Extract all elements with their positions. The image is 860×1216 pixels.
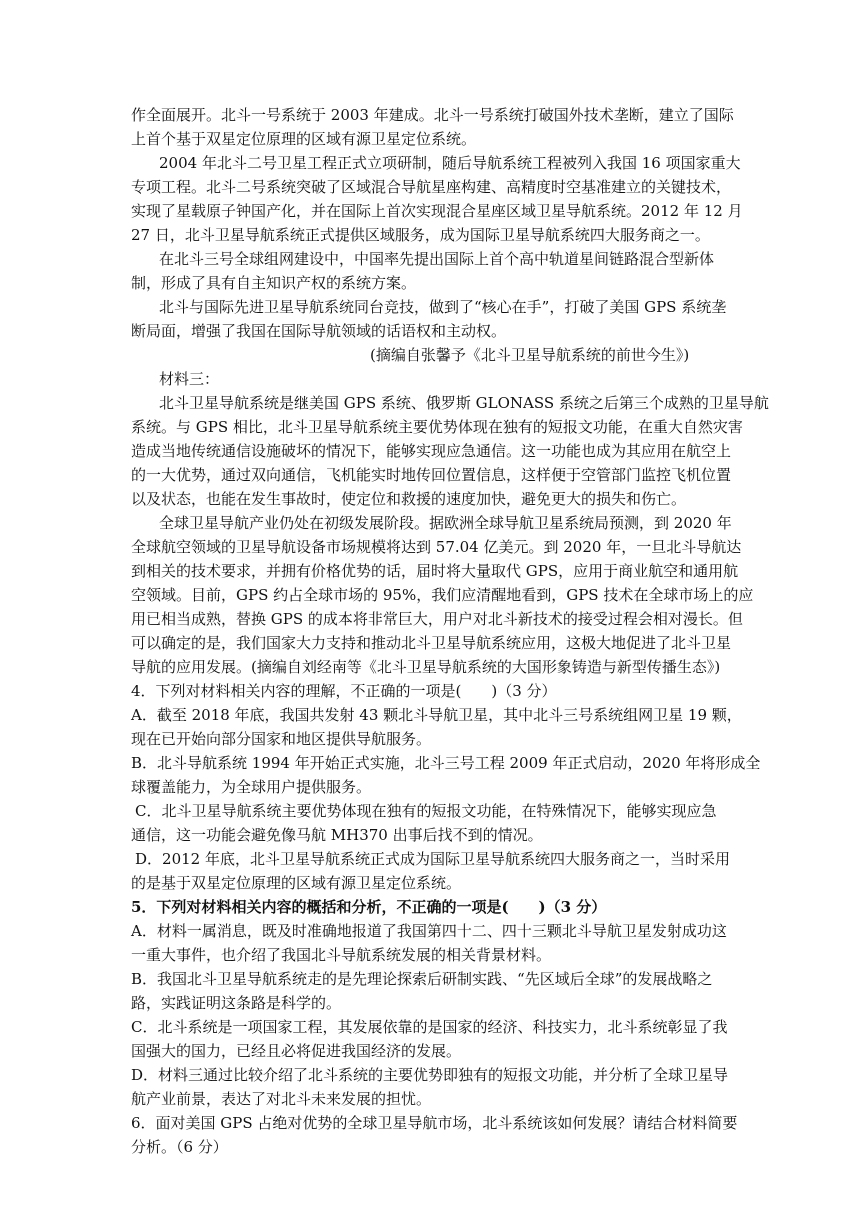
question-4-option-c: C．北斗卫星导航系统主要优势体现在独有的短报文功能，在特殊情况下，能够实现应急: [135, 802, 717, 820]
text-line-24: 导航的应用发展。(摘编自刘经南等《北斗卫星导航系统的大国形象铸造与新型传播生态》): [131, 658, 721, 676]
question-5-option-b: B．我国北斗卫星导航系统走的是先理论探索后研制实践、“先区域后全球”的发展战略之: [131, 970, 713, 988]
text-line-9: 北斗与国际先进卫星导航系统同台竞技，做到了“核心在手”，打破了美国 GPS 系统垄: [159, 298, 727, 316]
text-line-16: 的一大优势，通过双向通信，飞机能实时地传回位置信息，这样便于空管部门监控飞机位置: [131, 466, 732, 484]
question-4-option-b: B．北斗导航系统 1994 年开始正式实施，北斗三号工程 2009 年正式启动，2020 年将形成全: [131, 754, 761, 772]
text-line-17: 以及状态，也能在发生事故时，使定位和救援的速度加快，避免更大的损失和伤亡。: [131, 490, 687, 508]
text-line-3: 2004 年北斗二号卫星工程正式立项研制，随后导航系统工程被列入我国 16 项国家重大: [159, 154, 741, 172]
question-5-option-c-cont: 国强大的国力，已经且必将促进我国经济的发展。: [131, 1042, 462, 1060]
material-three-heading: 材料三：: [159, 370, 220, 388]
text-line-2: 上首个基于双星定位原理的区域有源卫星定位系统。: [131, 130, 477, 148]
question-5-option-a: A．材料一属消息，既及时准确地报道了我国第四十二、四十三颗北斗导航卫星发射成功这: [131, 922, 727, 940]
question-4-option-b-cont: 球覆盖能力，为全球用户提供服务。: [131, 778, 372, 796]
text-line-10: 断局面，增强了我国在国际导航领域的话语权和主动权。: [131, 322, 507, 340]
question-5-option-c: C．北斗系统是一项国家工程，其发展依靠的是国家的经济、科技实力，北斗系统彰显了我: [131, 1018, 728, 1036]
question-5-option-d: D．材料三通过比较介绍了北斗系统的主要优势即独有的短报文功能，并分析了全球卫星导: [131, 1066, 729, 1084]
question-5-option-b-cont: 路，实践证明这条路是科学的。: [131, 994, 342, 1012]
text-line-22: 用已相当成熟，替换 GPS 的成本将非常巨大，用户对北斗新技术的接受过程会相对漫长。但: [131, 610, 743, 628]
text-line-13: 北斗卫星导航系统是继美国 GPS 系统、俄罗斯 GLONASS 系统之后第三个成熟的卫星导航: [159, 394, 769, 412]
question-4-option-d: D．2012 年底，北斗卫星导航系统正式成为国际卫星导航系统四大服务商之一，当时采用: [135, 850, 730, 868]
text-line-7: 在北斗三号全球组网建设中，中国率先提出国际上首个高中轨道星间链路混合型新体: [159, 250, 715, 268]
text-line-5: 实现了星载原子钟国产化，并在国际上首次实现混合星座区域卫星导航系统。2012 年 12 月: [131, 202, 743, 220]
question-4-option-a: A．截至 2018 年底，我国共发射 43 颗北斗导航卫星，其中北斗三号系统组网卫星 19 颗，: [131, 706, 742, 724]
question-4-stem: 4．下列对材料相关内容的理解，不正确的一项是( )（3 分）: [131, 682, 557, 700]
question-5-option-a-cont: 一重大事件，也介绍了我国北斗导航系统发展的相关背景材料。: [131, 946, 552, 964]
source-citation-2: (摘编自张馨予《北斗卫星导航系统的前世今生》): [370, 346, 690, 364]
question-4-option-d-cont: 的是基于双星定位原理的区域有源卫星定位系统。: [131, 874, 462, 892]
question-4-option-c-cont: 通信，这一功能会避免像马航 MH370 出事后找不到的情况。: [131, 826, 543, 844]
text-line-20: 到相关的技术要求，并拥有价格优势的话，届时将大量取代 GPS，应用于商业航空和通用航: [131, 562, 739, 580]
text-line-23: 可以确定的是，我们国家大力支持和推动北斗卫星导航系统应用，这极大地促进了北斗卫星: [131, 634, 732, 652]
question-5-stem: 5．下列对材料相关内容的概括和分析，不正确的一项是( )（3 分）: [131, 898, 607, 916]
question-4-option-a-cont: 现在已开始向部分国家和地区提供导航服务。: [131, 730, 432, 748]
text-line-19: 全球航空领域的卫星导航设备市场规模将达到 57.04 亿美元。到 2020 年，一旦北斗导航达: [131, 538, 742, 556]
text-line-1: 作全面展开。北斗一号系统于 2003 年建成。北斗一号系统打破国外技术垄断，建立了国际: [131, 106, 734, 124]
text-line-4: 专项工程。北斗二号系统突破了区域混合导航星座构建、高精度时空基准建立的关键技术，: [131, 178, 732, 196]
question-6-stem: 6．面对美国 GPS 占绝对优势的全球卫星导航市场，北斗系统该如何发展？请结合材料简要: [131, 1114, 738, 1132]
text-line-6: 27 日，北斗卫星导航系统正式提供区域服务，成为国际卫星导航系统四大服务商之一。: [131, 226, 710, 244]
text-line-21: 空领域。目前，GPS 约占全球市场的 95%，我们应清醒地看到，GPS 技术在全球市场上的应: [131, 586, 754, 604]
text-line-14: 系统。与 GPS 相比，北斗卫星导航系统主要优势体现在独有的短报文功能，在重大自然灾害: [131, 418, 743, 436]
question-5-option-d-cont: 航产业前景，表达了对北斗未来发展的担忧。: [131, 1090, 432, 1108]
text-line-15: 造成当地传统通信设施破坏的情况下，能够实现应急通信。这一功能也成为其应用在航空上: [131, 442, 732, 460]
question-6-stem-cont: 分析。（6 分）: [131, 1138, 228, 1156]
text-line-18: 全球卫星导航产业仍处在初级发展阶段。据欧洲全球导航卫星系统局预测，到 2020 年: [159, 514, 732, 532]
text-line-8: 制，形成了具有自主知识产权的系统方案。: [131, 274, 417, 292]
